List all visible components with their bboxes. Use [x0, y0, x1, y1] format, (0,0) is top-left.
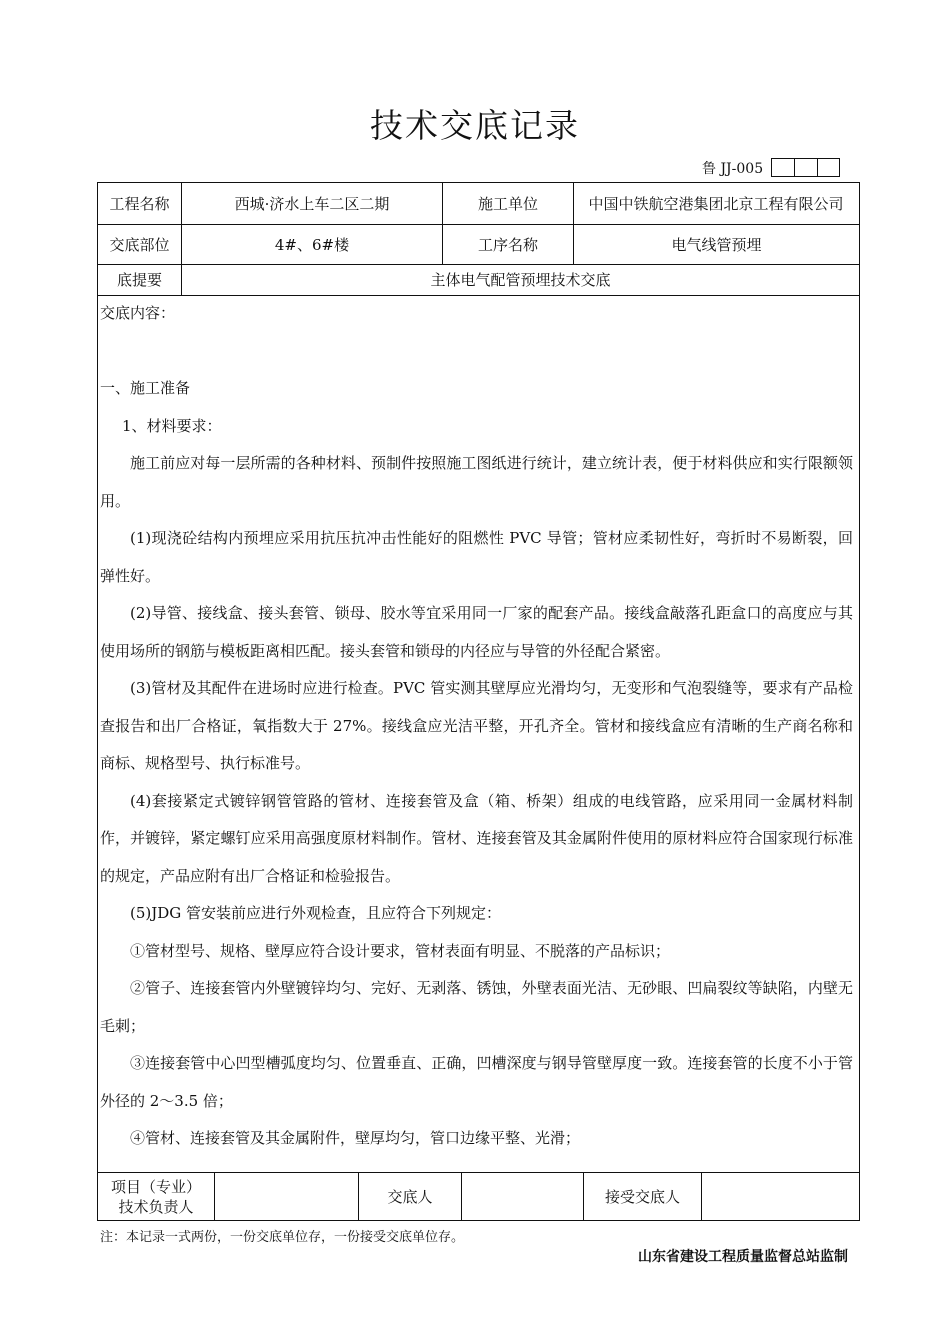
code-box-1 [771, 158, 794, 177]
content-paragraph: (4)套接紧定式镀锌钢管管路的管材、连接套管及盒（箱、桥架）组成的电线管路，应采用同一金属材料制作，并镀锌，紧定螺钉应采用高强度原材料制作。管材、连接套管及其金属附件使用的原材料应符合国家现行标准的规定，产品应附有出厂合格证和检验报告。 [100, 791, 853, 885]
tech-lead-signature [215, 1173, 358, 1220]
disclosure-content [98, 295, 859, 1158]
content-paragraph: ②管子、连接套管内外壁镀锌均匀、完好、无剥落、锈蚀，外壁表面光洁、无砂眼、凹扁裂纹等缺陷，内壁无毛刺； [100, 979, 853, 1035]
process-label: 工序名称 [477, 235, 538, 254]
content-paragraph: (1)现浇砼结构内预埋应采用抗压抗冲击性能好的阻燃性 PVC 导管；管材应柔韧性好，弯折时不易断裂，回弹性好。 [100, 529, 853, 585]
record-note: 注：本记录一式两份，一份交底单位存，一份接受交底单位存。 [100, 1230, 465, 1245]
contractor-label: 施工单位 [477, 194, 538, 213]
form-code: 鲁 JJ-005 [702, 161, 764, 177]
location-value: 4#、6#楼 [274, 235, 350, 254]
tech-lead-label [98, 1173, 214, 1220]
code-box-2 [794, 158, 817, 177]
content-paragraph: (3)管材及其配件在进场时应进行检查。PVC 管实测其壁厚应光滑均匀，无变形和气泡裂缝等，要求有产品检查报告和出厂合格证，氧指数大于 27%。接线盒应光洁平整，开孔齐全。管材和接线盒应有清晰的生产商名称和商标、规格型号、执行标准号。 [100, 679, 853, 772]
content-paragraph: 施工前应对每一层所需的各种材料、预制件按照施工图纸进行统计，建立统计表，便于材料供应和实行限额领用。 [100, 454, 853, 510]
discloser-label: 交底人 [387, 1187, 433, 1206]
project-name-value: 西城·济水上车二区二期 [234, 194, 390, 213]
tech-lead-label-line2: 技术负责人 [118, 1197, 194, 1216]
sub-heading: 1、材料要求： [122, 416, 222, 435]
summary-value: 主体电气配管预埋技术交底 [430, 271, 611, 289]
project-name-label: 工程名称 [109, 194, 170, 213]
content-paragraph: (2)导管、接线盒、接头套管、锁母、胶水等宜采用同一厂家的配套产品。接线盒敲落孔距盒口的高度应与其使用场所的钢筋与模板距离相匹配。接头套管和锁母的内径应与导管的外径配合紧密。 [100, 604, 853, 660]
tech-lead-label-line1: 项目（专业） [110, 1177, 201, 1196]
receiver-label: 接受交底人 [604, 1187, 680, 1206]
content-paragraph: ③连接套管中心凹型槽弧度均匀、位置垂直、正确，凹槽深度与钢导管壁厚度一致。连接套管的长度不小于管外径的 2～3.5 倍； [100, 1054, 853, 1110]
discloser-signature [462, 1173, 583, 1220]
contractor-value: 中国中铁航空港集团北京工程有限公司 [588, 194, 844, 213]
document-title: 技术交底记录 [370, 106, 580, 145]
process-value: 电气线管预埋 [671, 235, 762, 254]
code-box-3 [817, 158, 840, 177]
content-spacer [100, 333, 853, 371]
section-heading: 一、施工准备 [100, 379, 191, 397]
receiver-signature [702, 1173, 859, 1220]
location-label: 交底部位 [109, 235, 170, 254]
content-paragraph: (5)JDG 管安装前应进行外观检查，且应符合下列规定： [130, 904, 502, 922]
content-paragraph: ①管材型号、规格、壁厚应符合设计要求，管材表面有明显、不脱落的产品标识； [130, 941, 671, 960]
content-paragraph: ④管材、连接套管及其金属附件，壁厚均匀，管口边缘平整、光滑； [130, 1129, 581, 1147]
issuer-footer: 山东省建设工程质量监督总站监制 [638, 1249, 848, 1265]
record-form [97, 182, 860, 1221]
summary-label: 底提要 [116, 271, 162, 289]
content-heading: 交底内容： [100, 304, 176, 322]
form-code-row [702, 157, 840, 177]
